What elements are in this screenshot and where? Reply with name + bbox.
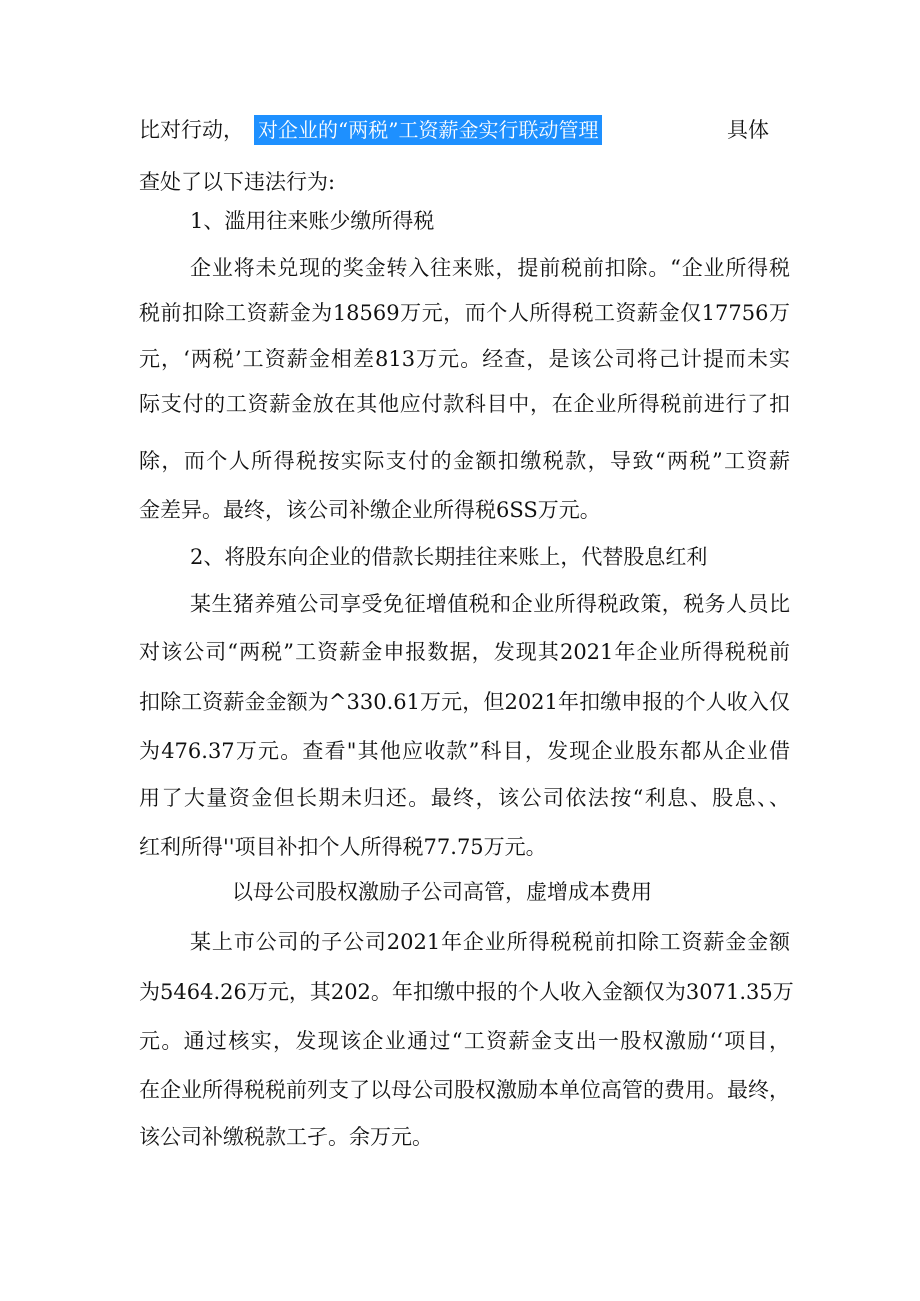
highlighted-selection[interactable]: 对企业的“两税”工资薪金实行联动管理 — [254, 115, 602, 145]
section2-heading: 2、将股东向企业的借款长期挂往来账上，代替股息红利 — [190, 545, 708, 569]
section3-line-4: 在企业所得税税前列支了以母公司股权激励本单位高管的费用。最终， — [139, 1078, 790, 1102]
section3-line-1: 某上市公司的子公司2021年企业所得税税前扣除工资薪金金额 — [190, 930, 790, 954]
section2-line-5: 用了大量资金但长期未归还。最终，该公司依法按“利息、股息、、 — [139, 786, 790, 810]
intro-line: 查处了以下违法行为: — [139, 170, 336, 194]
section3-line-5: 该公司补缴税款工孑。余万元。 — [139, 1125, 433, 1149]
line1-prefix: 比对行动， — [139, 118, 244, 142]
section1-line-1: 企业将未兑现的奖金转入往来账，提前税前扣除。“企业所得税 — [190, 256, 790, 280]
line1-suffix: 具体 — [727, 118, 769, 142]
section1-line-3: 元，‘两税’工资薪金相差813万元。经查，是该公司将己计提而未实 — [139, 347, 790, 371]
section1-line-5: 除，而个人所得税按实际支付的金额扣缴税款，导致“两税”工资薪 — [139, 449, 790, 473]
section2-line-1: 某生猪养殖公司享受免征增值税和企业所得税政策，税务人员比 — [190, 592, 790, 616]
section3-line-2: 为5464.26万元，其202。年扣缴中报的个人收入金额仅为3071.35万 — [139, 980, 794, 1004]
section2-line-3: 扣除工资薪金金额为^330.61万元，但2021年扣缴申报的个人收入仅 — [139, 690, 790, 714]
section1-heading: 1、滥用往来账少缴所得税 — [190, 209, 435, 233]
section1-line-2: 税前扣除工资薪金为18569万元，而个人所得税工资薪金仅17756万 — [139, 301, 790, 325]
section3-line-3: 元。通过核实，发现该企业通过“工资薪金支出一股权激励‘‘项目， — [139, 1029, 790, 1053]
section3-heading: 以母公司股权激励子公司高管，虚增成本费用 — [232, 880, 652, 904]
section1-line-4: 际支付的工资薪金放在其他应付款科目中，在企业所得税前进行了扣 — [139, 392, 790, 416]
section2-line-6: 红利所得''项目补扣个人所得税77.75万元。 — [139, 835, 547, 859]
section1-line-6: 金差异。最终，该公司补缴企业所得税6SS万元。 — [139, 498, 601, 522]
section2-line-2: 对该公司“两税”工资薪金申报数据，发现其2021年企业所得税税前 — [139, 640, 790, 664]
section2-line-4: 为476.37万元。查看"其他应收款”科目，发现企业股东都从企业借 — [139, 739, 790, 763]
